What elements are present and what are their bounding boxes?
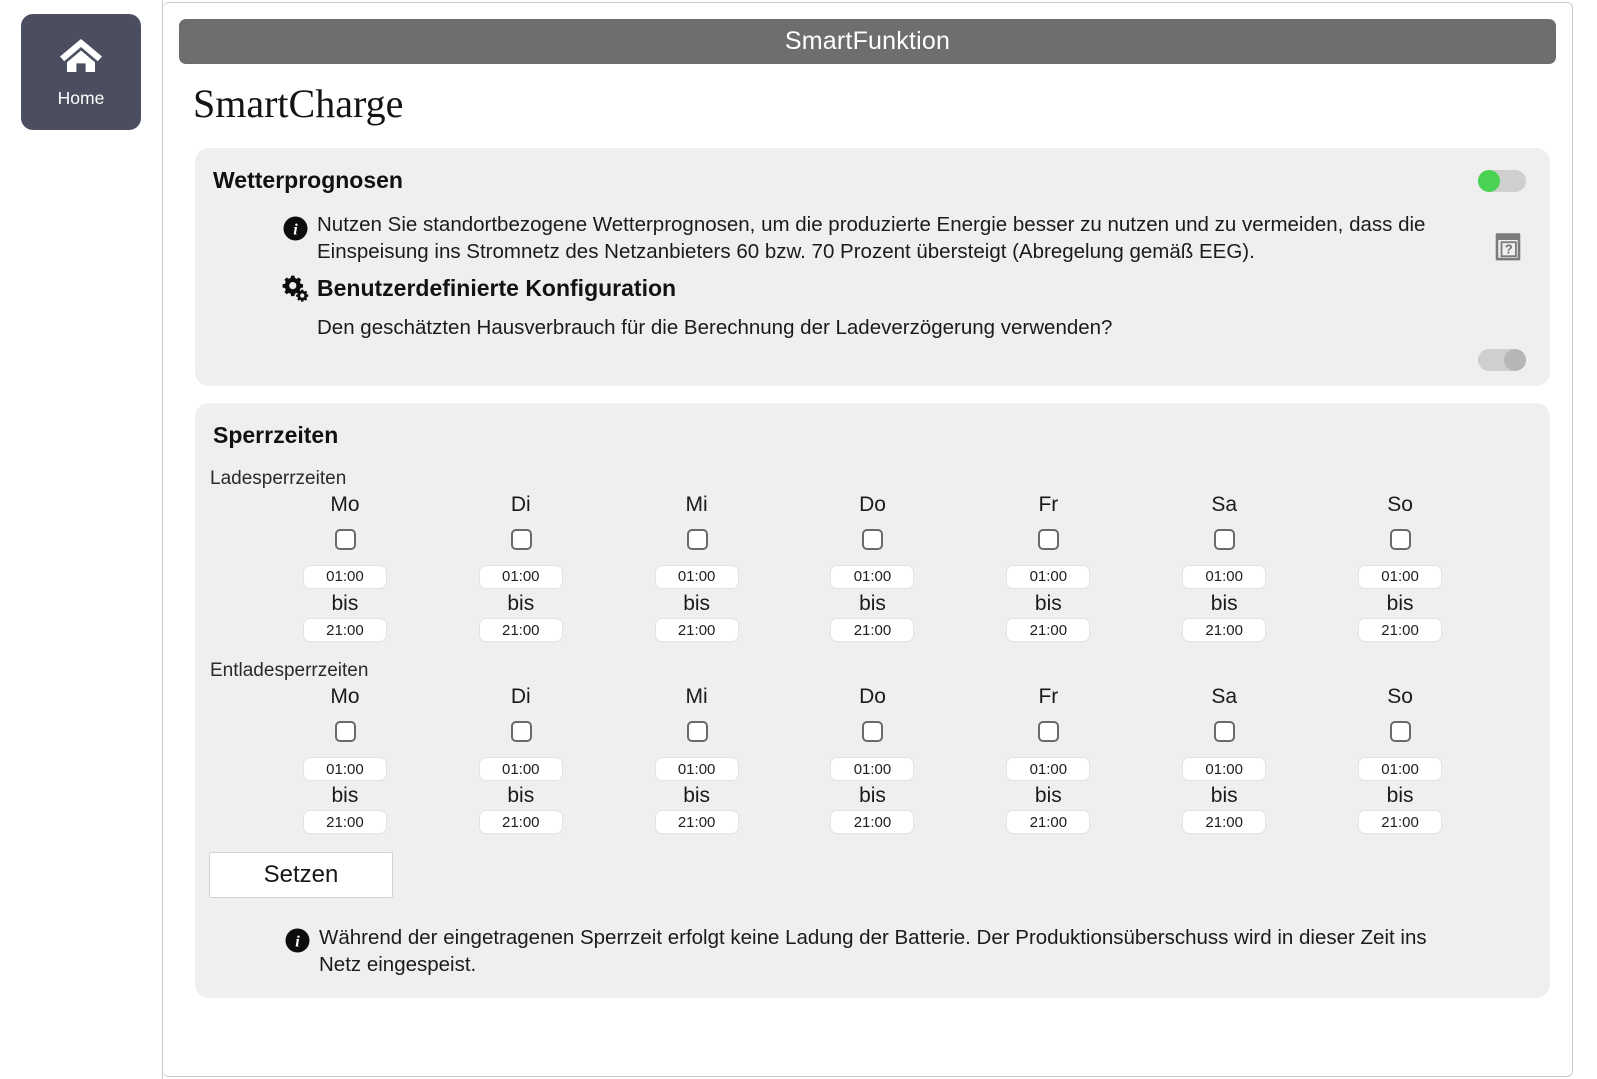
charge-day-checkbox[interactable]: [1038, 529, 1059, 550]
discharge-start-time-input[interactable]: [1358, 757, 1442, 781]
house-consumption-toggle[interactable]: [1478, 349, 1526, 371]
discharge-day-checkbox[interactable]: [511, 721, 532, 742]
bis-label: bis: [683, 784, 711, 808]
svg-text:?: ?: [1504, 241, 1513, 257]
weather-info-text: Nutzen Sie standortbezogene Wetterprognosen, um die produzierte Energie besser zu nutzen und zu vermeiden, dass die Einspeisung ins Stromnetz des Netzanbieters 60 bzw. 70 Prozent übersteigt (Abregelung gemäß EEG).: [317, 212, 1426, 263]
discharge-lock-grid: [257, 684, 1488, 834]
charge-day-column: [257, 492, 433, 642]
discharge-day-checkbox[interactable]: [335, 721, 356, 742]
charge-day-column: [433, 492, 609, 642]
bis-label: bis: [1210, 784, 1238, 808]
discharge-start-time-input[interactable]: [479, 757, 563, 781]
bis-label: bis: [1034, 591, 1062, 615]
discharge-start-time-input[interactable]: [655, 757, 739, 781]
discharge-start-time-input[interactable]: [1182, 757, 1266, 781]
toggle-knob: [1504, 349, 1526, 371]
discharge-day-column: [960, 684, 1136, 834]
discharge-day-checkbox[interactable]: [1038, 721, 1059, 742]
bis-label: bis: [331, 591, 359, 615]
discharge-end-time-input[interactable]: [830, 810, 914, 834]
discharge-day-label: Mi: [685, 685, 708, 709]
charge-day-label: Mo: [330, 492, 360, 516]
discharge-day-checkbox[interactable]: [687, 721, 708, 742]
discharge-day-column: [1312, 684, 1488, 834]
charge-start-time-input[interactable]: [303, 565, 387, 589]
discharge-end-time-input[interactable]: [1358, 810, 1442, 834]
info-icon: [273, 211, 317, 241]
charge-end-time-input[interactable]: [479, 618, 563, 642]
discharge-day-label: Di: [510, 685, 531, 709]
charge-start-time-input[interactable]: [830, 565, 914, 589]
charge-start-time-input[interactable]: [1182, 565, 1266, 589]
discharge-day-label: Do: [859, 685, 886, 709]
svg-text:i: i: [292, 221, 298, 239]
charge-end-time-input[interactable]: [1006, 618, 1090, 642]
discharge-end-time-input[interactable]: [479, 810, 563, 834]
charge-day-checkbox[interactable]: [335, 529, 356, 550]
charge-end-time-input[interactable]: [830, 618, 914, 642]
discharge-day-checkbox[interactable]: [1214, 721, 1235, 742]
discharge-day-label: Fr: [1038, 685, 1059, 709]
lock-card-heading: Sperrzeiten: [213, 422, 339, 448]
sidebar-item-label: Home: [57, 88, 105, 109]
charge-day-checkbox[interactable]: [511, 529, 532, 550]
lock-footnote-row: [195, 924, 1550, 978]
lock-times-card: [195, 403, 1550, 998]
custom-config-title: Benutzerdefinierte Konfiguration: [317, 275, 677, 302]
weather-forecast-card: [195, 148, 1550, 386]
charge-day-column: [960, 492, 1136, 642]
discharge-day-column: [257, 684, 433, 834]
page-title: SmartCharge: [193, 81, 404, 126]
bis-label: bis: [507, 784, 535, 808]
charge-start-time-input[interactable]: [655, 565, 739, 589]
charge-start-time-input[interactable]: [479, 565, 563, 589]
discharge-end-time-input[interactable]: [1182, 810, 1266, 834]
custom-config-row: [195, 275, 1550, 302]
discharge-day-column: [433, 684, 609, 834]
home-icon: [57, 36, 105, 81]
charge-start-time-input[interactable]: [1006, 565, 1090, 589]
app-title-bar: [179, 19, 1556, 64]
charge-day-checkbox[interactable]: [1390, 529, 1411, 550]
sidebar: [0, 0, 163, 1079]
discharge-start-time-input[interactable]: [830, 757, 914, 781]
bis-label: bis: [1386, 784, 1414, 808]
charge-lock-label: Ladesperrzeiten: [210, 467, 347, 489]
app-title: SmartFunktion: [784, 27, 951, 55]
charge-day-column: [1312, 492, 1488, 642]
charge-day-column: [1136, 492, 1312, 642]
house-consumption-question: Den geschätzten Hausverbrauch für die Berechnung der Ladeverzögerung verwenden?: [317, 316, 1113, 340]
toggle-knob: [1478, 170, 1500, 192]
charge-day-checkbox[interactable]: [687, 529, 708, 550]
bis-label: bis: [507, 591, 535, 615]
bis-label: bis: [1386, 591, 1414, 615]
bis-label: bis: [1210, 591, 1238, 615]
discharge-end-time-input[interactable]: [1006, 810, 1090, 834]
charge-end-time-input[interactable]: [303, 618, 387, 642]
charge-day-label: Fr: [1038, 492, 1059, 516]
discharge-start-time-input[interactable]: [1006, 757, 1090, 781]
charge-day-label: So: [1387, 492, 1413, 516]
discharge-day-column: [609, 684, 785, 834]
gears-icon: [273, 275, 317, 302]
svg-text:i: i: [294, 933, 300, 951]
discharge-lock-label: Entladesperrzeiten: [210, 660, 369, 682]
sidebar-item-home[interactable]: [21, 14, 141, 130]
discharge-end-time-input[interactable]: [655, 810, 739, 834]
charge-day-label: Do: [859, 492, 886, 516]
discharge-day-checkbox[interactable]: [1390, 721, 1411, 742]
discharge-day-label: So: [1387, 685, 1413, 709]
weather-info-row: [195, 211, 1550, 266]
content-panel: [163, 2, 1573, 1077]
set-button-wrap: [209, 852, 1550, 898]
bis-label: bis: [1034, 784, 1062, 808]
discharge-start-time-input[interactable]: [303, 757, 387, 781]
charge-day-checkbox[interactable]: [1214, 529, 1235, 550]
info-icon: [275, 924, 319, 953]
charge-end-time-input[interactable]: [655, 618, 739, 642]
bis-label: bis: [859, 784, 886, 808]
bis-label: bis: [331, 784, 359, 808]
discharge-day-label: Mo: [330, 685, 360, 709]
charge-day-column: [785, 492, 961, 642]
discharge-day-column: [1136, 684, 1312, 834]
set-button[interactable]: Setzen: [209, 852, 393, 898]
charge-lock-grid: [257, 492, 1488, 642]
discharge-day-column: [785, 684, 961, 834]
charge-end-time-input[interactable]: [1358, 618, 1442, 642]
charge-day-column: [609, 492, 785, 642]
discharge-day-checkbox[interactable]: [862, 721, 883, 742]
manual-help-icon[interactable]: [1491, 230, 1525, 269]
charge-end-time-input[interactable]: [1182, 618, 1266, 642]
charge-day-label: Mi: [685, 492, 708, 516]
bis-label: bis: [859, 591, 886, 615]
charge-day-label: Di: [510, 492, 531, 516]
weather-card-heading: Wetterprognosen: [213, 167, 403, 193]
weather-forecast-toggle[interactable]: [1478, 170, 1526, 192]
bis-label: bis: [683, 591, 711, 615]
discharge-day-label: Sa: [1211, 685, 1238, 709]
discharge-end-time-input[interactable]: [303, 810, 387, 834]
lock-footnote-text: Während der eingetragenen Sperrzeit erfolgt keine Ladung der Batterie. Der Produktionsüberschuss wird in dieser Zeit ins Netz eingespeist.: [319, 926, 1427, 977]
charge-day-label: Sa: [1211, 492, 1238, 516]
charge-start-time-input[interactable]: [1358, 565, 1442, 589]
charge-day-checkbox[interactable]: [862, 529, 883, 550]
